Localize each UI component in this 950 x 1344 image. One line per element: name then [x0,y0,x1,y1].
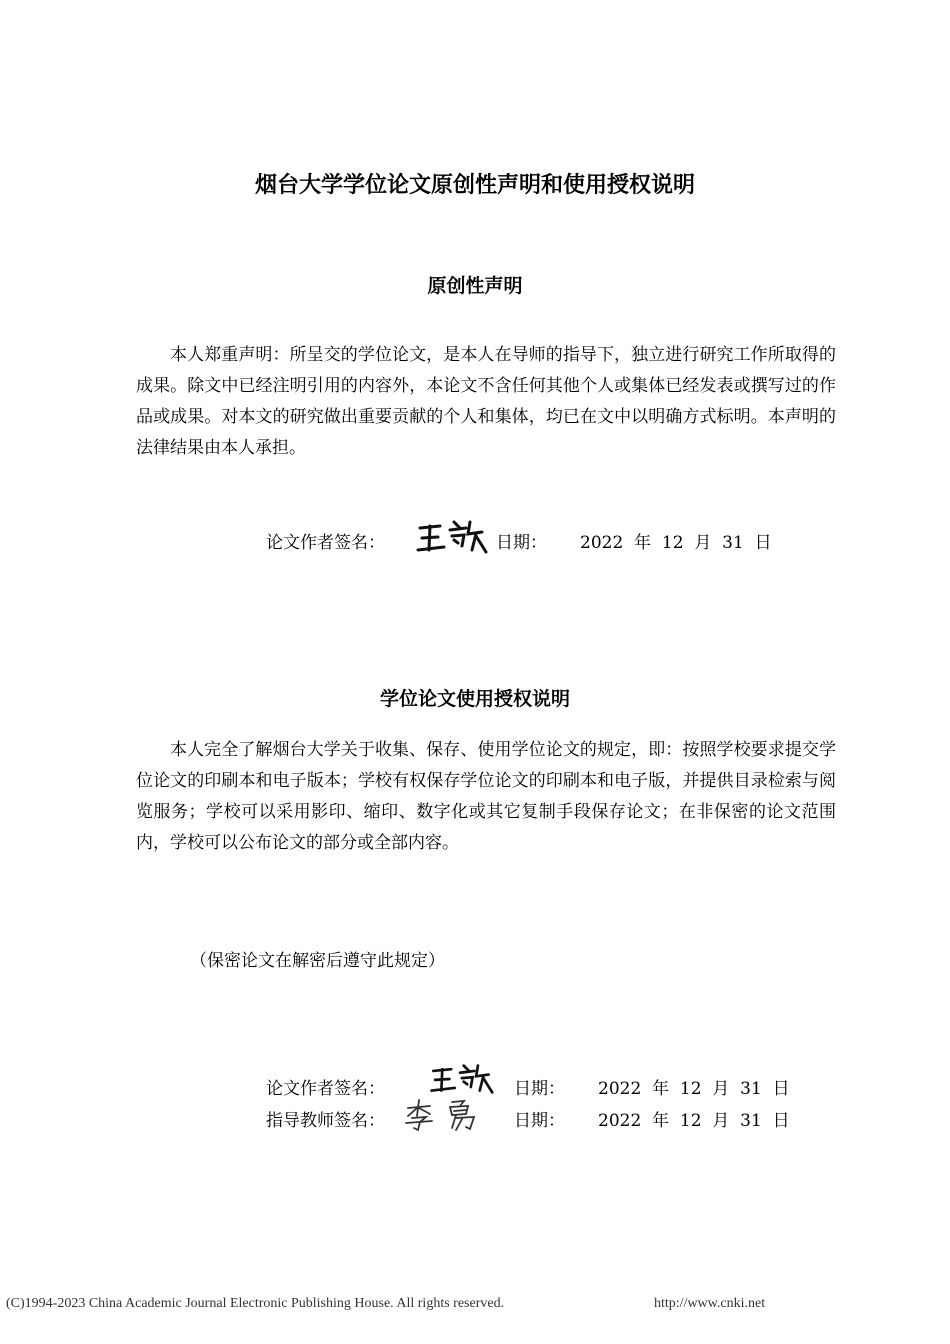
authorization-heading: 学位论文使用授权说明 [379,688,570,710]
advisor-signature [404,1098,486,1132]
authorization-author-label: 论文作者签名： [266,1079,385,1099]
author-signature-2 [428,1060,494,1098]
footer-copyright: (C)1994-2023 China Academic Journal Electronic Publishing House. All rights reserved. [6,1296,505,1311]
author-signature-1 [414,516,488,558]
authorization-author-date-label: 日期： [514,1079,565,1099]
confidential-note: （保密论文在解密后遵守此规定） [190,951,445,971]
authorization-paragraph [136,735,836,859]
originality-author-label: 论文作者签名： [266,533,385,553]
originality-text: 本人郑重声明：所呈交的学位论文，是本人在导师的指导下，独立进行研究工作所取得的成果。除文中已经注明引用的内容外，本论文不含任何其他个人或集体已经发表或撰写过的作品或成果。对本文的研究做出重要贡献的个人和集体，均已在文中以明确方式标明。本声明的法律结果由本人承担。 [136,345,836,458]
originality-date: 2022 年 12 月 31 日 [580,533,772,553]
originality-date-label: 日期： [496,533,547,553]
originality-paragraph [136,340,836,464]
footer-url[interactable]: http://www.cnki.net [654,1296,766,1311]
advisor-date: 2022 年 12 月 31 日 [598,1111,790,1131]
advisor-date-label: 日期： [514,1111,565,1131]
authorization-author-date: 2022 年 12 月 31 日 [598,1079,790,1099]
page-title: 烟台大学学位论文原创性声明和使用授权说明 [254,172,695,198]
originality-heading: 原创性声明 [427,275,523,297]
authorization-text: 本人完全了解烟台大学关于收集、保存、使用学位论文的规定，即：按照学校要求提交学位论文的印刷本和电子版本；学校有权保存学位论文的印刷本和电子版，并提供目录检索与阅览服务；学校可以采用影印、缩印、数字化或其它复制手段保存论文；在非保密的论文范围内，学校可以公布论文的部分或全部内容。 [136,740,836,853]
advisor-label: 指导教师签名： [266,1111,385,1131]
